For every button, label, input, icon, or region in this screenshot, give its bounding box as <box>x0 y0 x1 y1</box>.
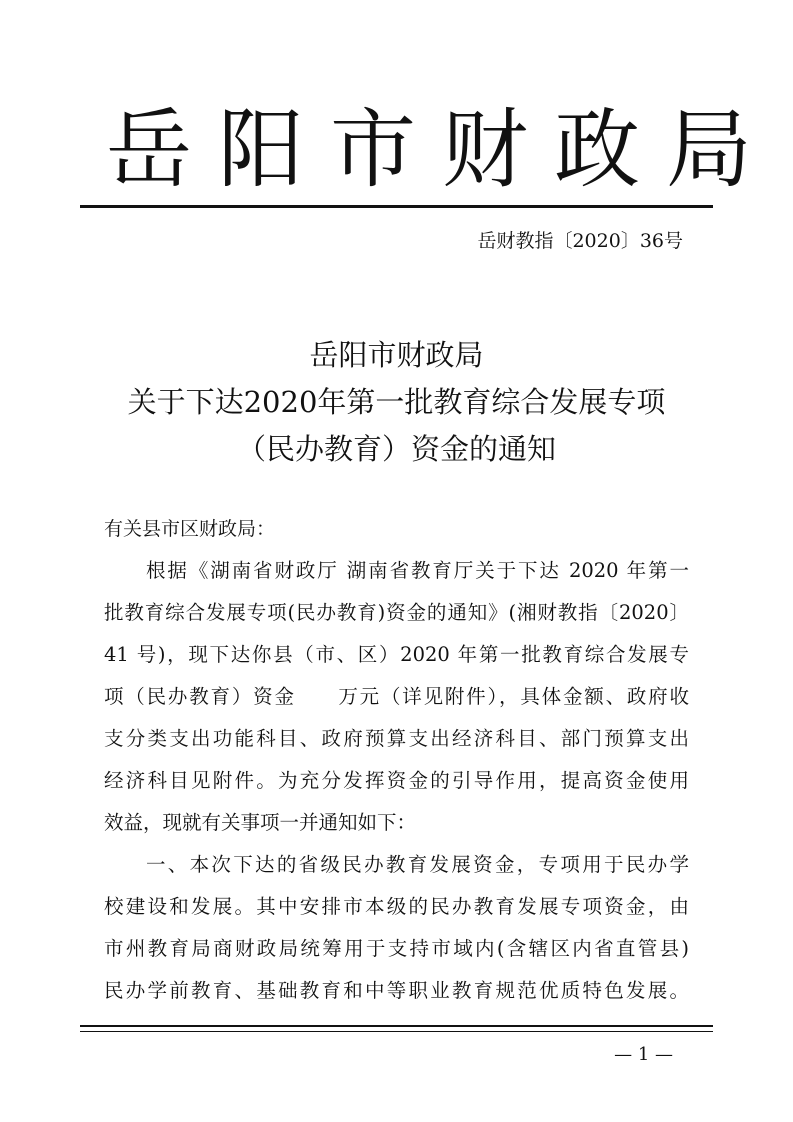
body-line: 校建设和发展。其中安排市本级的民办教育发展专项资金，由 <box>104 895 689 918</box>
document-number: 岳财教指〔2020〕36号 <box>477 230 683 252</box>
body-line: 效益，现就有关事项一并通知如下： <box>104 811 417 834</box>
body-line: 批教育综合发展专项(民办教育)资金的通知》(湘财教指〔2020〕 <box>104 601 689 624</box>
body-line: 项（民办教育）资金 万元（详见附件），具体金额、政府收 <box>104 685 689 708</box>
body-line: 经济科目见附件。为充分发挥资金的引导作用，提高资金使用 <box>104 769 689 792</box>
footer-divider <box>80 1025 713 1027</box>
header-divider <box>80 205 713 208</box>
body-line: 根据《湖南省财政厅 湖南省教育厅关于下达 2020 年第一 <box>146 559 689 582</box>
salutation: 有关县市区财政局： <box>104 518 276 540</box>
page-number: — 1 — <box>614 1044 673 1065</box>
body-line: 41 号)，现下达你县（市、区）2020 年第一批教育综合发展专 <box>104 643 689 666</box>
body-line: 市州教育局商财政局统筹用于支持市域内(含辖区内省直管县) <box>104 937 689 960</box>
headline-line-3: （民办教育）资金的通知 <box>236 432 556 466</box>
agency-title: 岳阳市财政局 <box>106 100 778 200</box>
body-line: 支分类支出功能科目、政府预算支出经济科目、部门预算支出 <box>104 727 689 750</box>
headline-line-1: 岳阳市财政局 <box>309 338 484 372</box>
body-line: 一、本次下达的省级民办教育发展资金，专项用于民办学 <box>146 853 689 876</box>
footer-divider-thin <box>80 1031 713 1032</box>
body-line: 民办学前教育、基础教育和中等职业教育规范优质特色发展。 <box>104 979 689 1002</box>
headline-line-2: 关于下达2020年第一批教育综合发展专项 <box>127 385 666 419</box>
